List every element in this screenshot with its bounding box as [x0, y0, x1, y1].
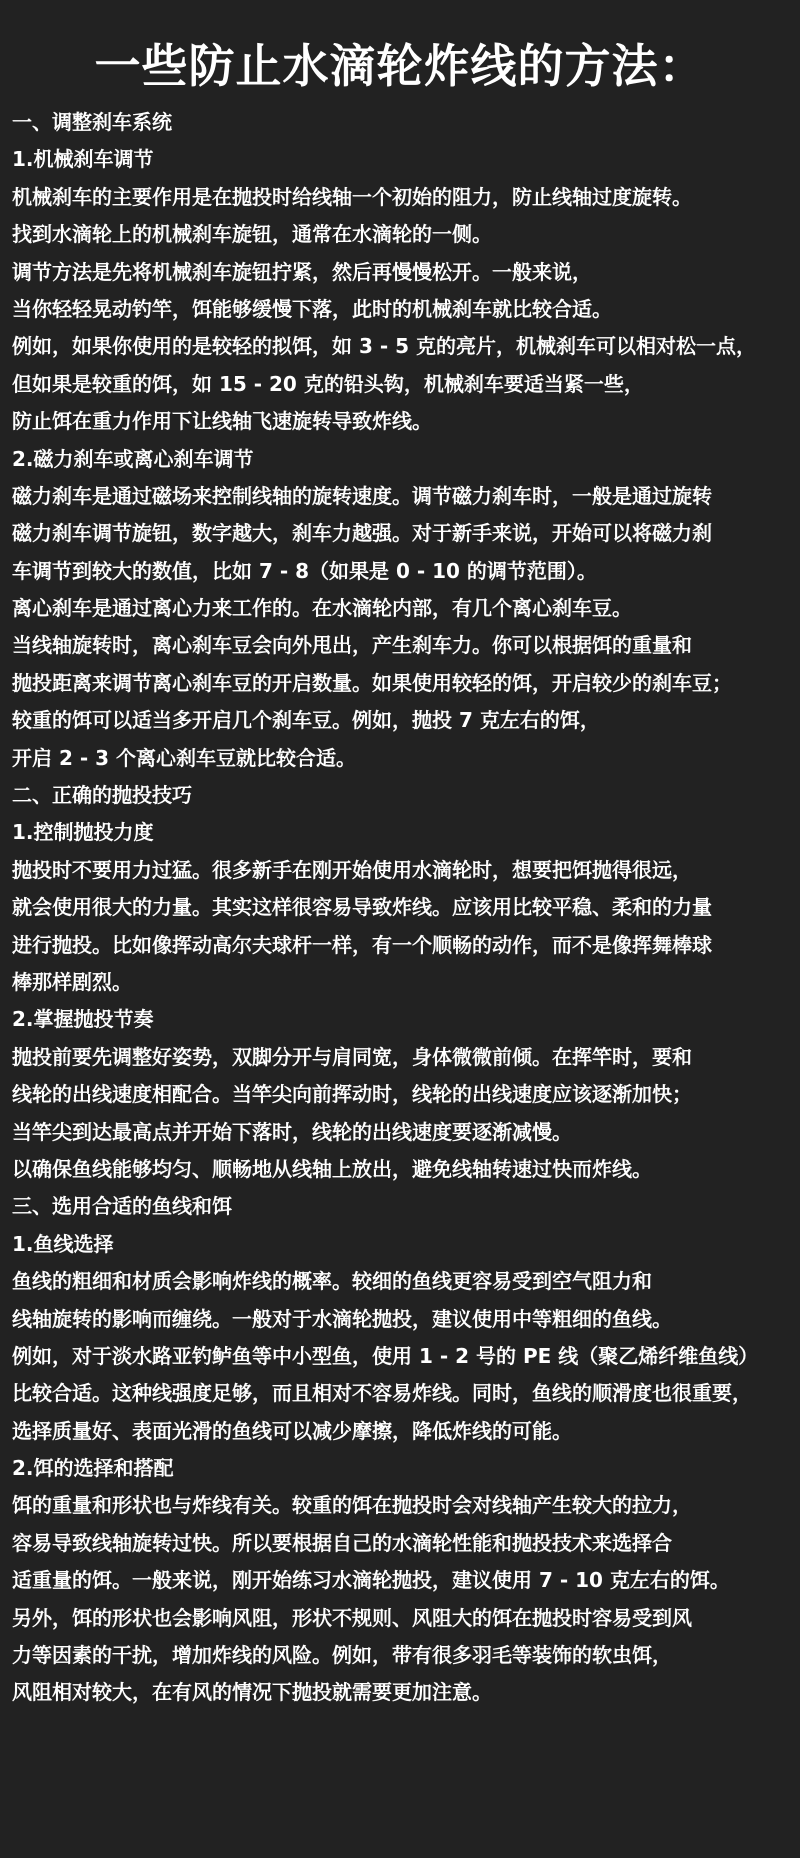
text-line: 1.鱼线选择: [12, 1231, 114, 1256]
text-line: 离心刹车是通过离心力来工作的。在水滴轮内部，有几个离心刹车豆。: [12, 596, 632, 621]
text-line: 抛投距离来调节离心刹车豆的开启数量。如果使用较轻的饵，开启较少的刹车豆；: [12, 670, 732, 695]
text-line: 一、调整刹车系统: [12, 110, 172, 134]
text-line: 以确保鱼线能够均匀、顺畅地从线轴上放出，避免线轴转速过快而炸线。: [12, 1156, 652, 1181]
text-line: 线轴旋转的影响而缠绕。一般对于水滴轮抛投，建议使用中等粗细的鱼线。: [12, 1306, 672, 1331]
text-line: 容易导致线轴旋转过快。所以要根据自己的水滴轮性能和抛投技术来选择合: [12, 1530, 672, 1555]
text-line: 当线轴旋转时，离心刹车豆会向外甩出，产生刹车力。你可以根据饵的重量和: [12, 633, 692, 658]
text-line: 2.磁力刹车或离心刹车调节: [12, 446, 254, 471]
text-line: 抛投前要先调整好姿势，双脚分开与肩同宽，身体微微前倾。在挥竿时，要和: [12, 1044, 692, 1069]
text-line: 磁力刹车调节旋钮，数字越大，刹车力越强。对于新手来说，开始可以将磁力刹: [12, 521, 712, 546]
text-line: 鱼线的粗细和材质会影响炸线的概率。较细的鱼线更容易受到空气阻力和: [12, 1269, 652, 1294]
text-line: 风阻相对较大，在有风的情况下抛投就需要更加注意。: [12, 1680, 492, 1705]
text-line: 饵的重量和形状也与炸线有关。较重的饵在抛投时会对线轴产生较大的拉力，: [12, 1493, 692, 1518]
text-line: 较重的饵可以适当多开启几个刹车豆。例如，抛投 7 克左右的饵，: [12, 708, 600, 733]
text-line: 选择质量好、表面光滑的鱼线可以减少摩擦，降低炸线的可能。: [12, 1418, 572, 1443]
text-line: 二、正确的抛投技巧: [12, 783, 192, 808]
text-line: 磁力刹车是通过磁场来控制线轴的旋转速度。调节磁力刹车时，一般是通过旋转: [12, 483, 712, 508]
text-line: 三、选用合适的鱼线和饵: [12, 1194, 232, 1219]
text-line: 棒那样剧烈。: [12, 969, 132, 994]
text-line: 例如，对于淡水路亚钓鲈鱼等中小型鱼，使用 1 - 2 号的 PE 线（聚乙烯纤维鱼线）: [12, 1343, 759, 1368]
page-title: 一些防止水滴轮炸线的方法：: [94, 39, 706, 93]
text-line: 线轮的出线速度相配合。当竿尖向前挥动时，线轮的出线速度应该逐渐加快；: [12, 1082, 692, 1107]
text-line: 防止饵在重力作用下让线轴飞速旋转导致炸线。: [12, 409, 432, 434]
text-line: 例如，如果你使用的是较轻的拟饵，如 3 - 5 克的亮片，机械刹车可以相对松一点，: [12, 334, 756, 359]
text-line: 适重量的饵。一般来说，刚开始练习水滴轮抛投，建议使用 7 - 10 克左右的饵。: [12, 1568, 730, 1593]
text-line: 2.饵的选择和搭配: [12, 1456, 174, 1481]
text-line: 进行抛投。比如像挥动高尔夫球杆一样，有一个顺畅的动作，而不是像挥舞棒球: [12, 932, 712, 957]
text-line: 机械刹车的主要作用是在抛投时给线轴一个初始的阻力，防止线轴过度旋转。: [12, 184, 692, 209]
text-line: 就会使用很大的力量。其实这样很容易导致炸线。应该用比较平稳、柔和的力量: [12, 895, 712, 920]
text-line: 调节方法是先将机械刹车旋钮拧紧，然后再慢慢松开。一般来说，: [12, 259, 592, 284]
text-line: 力等因素的干扰，增加炸线的风险。例如，带有很多羽毛等装饰的软虫饵，: [12, 1643, 672, 1668]
text-line: 当你轻轻晃动钓竿，饵能够缓慢下落，此时的机械刹车就比较合适。: [12, 296, 612, 321]
text-line: 抛投时不要用力过猛。很多新手在刚开始使用水滴轮时，想要把饵抛得很远，: [12, 857, 692, 882]
text-line: 找到水滴轮上的机械刹车旋钮，通常在水滴轮的一侧。: [12, 222, 492, 247]
text-line: 1.机械刹车调节: [12, 147, 154, 172]
text-line: 另外，饵的形状也会影响风阻，形状不规则、风阻大的饵在抛投时容易受到风: [12, 1605, 692, 1630]
text-line: 比较合适。这种线强度足够，而且相对不容易炸线。同时，鱼线的顺滑度也很重要，: [12, 1381, 752, 1406]
article-body: [12, 104, 792, 1712]
text-line: 当竿尖到达最高点并开始下落时，线轮的出线速度要逐渐减慢。: [12, 1119, 572, 1144]
text-line: 但如果是较重的饵，如 15 - 20 克的铅头钩，机械刹车要适当紧一些，: [12, 371, 644, 396]
text-line: 2.掌握抛投节奏: [12, 1007, 154, 1032]
text-line: 车调节到较大的数值，比如 7 - 8（如果是 0 - 10 的调节范围）。: [12, 558, 597, 583]
text-line: 开启 2 - 3 个离心刹车豆就比较合适。: [12, 745, 356, 770]
text-line: 1.控制抛投力度: [12, 820, 154, 845]
